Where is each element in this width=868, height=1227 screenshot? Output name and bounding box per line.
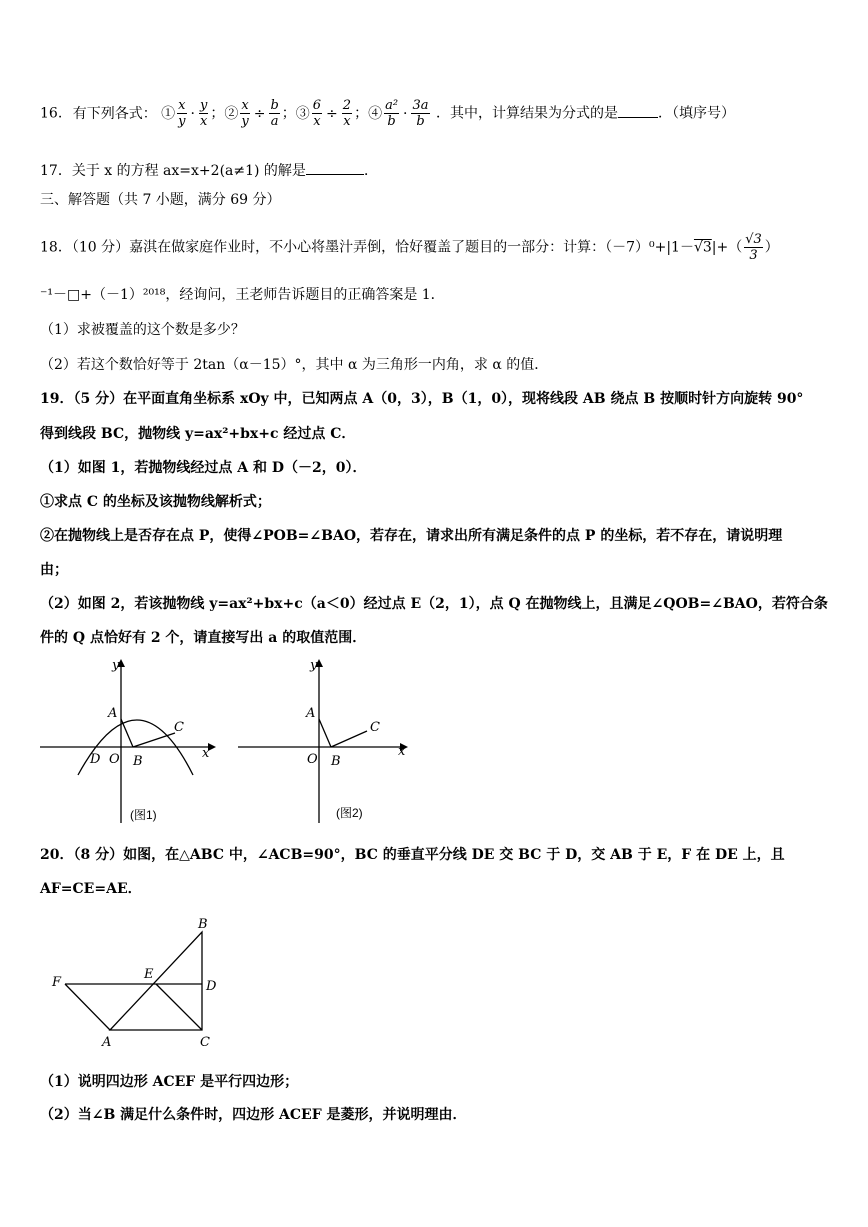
q19-sub1a: ①求点 C 的坐标及该抛物线解析式； (40, 494, 271, 510)
q16-frac-den: x (199, 114, 208, 129)
q17-answer-blank[interactable] (306, 174, 364, 175)
q16-frac-den: b (387, 114, 396, 129)
q16-item-marker: ④ (368, 105, 383, 122)
q19-sub2: （2）如图 2，若该抛物线 y=ax²+bx+c（a＜0）经过点 E（2，1），点 Q 在抛物线上，且满足∠QOB=∠BAO，若符合条 (40, 596, 828, 612)
q16-operator: · (403, 105, 408, 122)
q16-frac-den: x (313, 114, 321, 129)
q18-text-b: |+（ (711, 239, 743, 256)
fig1-segment-ab (121, 719, 133, 747)
q16-frac-den: b (416, 114, 425, 129)
fig2-label-x: x (398, 744, 406, 759)
q16-frac-num: 2 (342, 98, 352, 113)
q20-sub2: （2）当∠B 满足什么条件时，四边形 ACEF 是菱形，并说明理由． (40, 1107, 467, 1123)
q16-frac-den: y (178, 114, 186, 129)
label-c: C (200, 1035, 210, 1050)
q16-frac-num: 3a (412, 98, 429, 113)
q20-sub1: （1）说明四边形 ACEF 是平行四边形； (40, 1074, 299, 1090)
q16-frac-num: x (241, 98, 249, 113)
segment-af (65, 984, 110, 1030)
q16-item-marker: ② (224, 105, 239, 122)
q16-fraction (177, 98, 186, 129)
q16-tail: ．其中，计算结果为分式的是 (435, 105, 618, 122)
q16-fraction (411, 98, 429, 129)
q16-fraction (384, 98, 399, 129)
q16-frac-num: y (199, 98, 208, 113)
q16-operator: · (190, 105, 195, 122)
q16-answer-blank[interactable] (618, 117, 658, 118)
fig1-label-o: O (109, 752, 120, 767)
q17-text-end: ． (363, 163, 378, 179)
q20-line1: 20．（8 分）如图，在△ABC 中，∠ACB=90°，BC 的垂直平分线 DE 交 BC 于 D，交 AB 于 E，F 在 DE 上，且 (40, 847, 785, 863)
section-heading: 三、解答题（共 7 小题，满分 69 分） (40, 192, 281, 208)
q18-fraction (744, 232, 763, 263)
q18-line2: ⁻¹－□+（－1）²⁰¹⁸，经询问，王老师告诉题目的正确答案是 1． (40, 287, 445, 303)
q16-separator: ； (281, 105, 296, 122)
q16-number: 16. (40, 105, 63, 122)
q16-operator: ÷ (253, 105, 266, 122)
q16-frac-den: y (241, 114, 249, 129)
q16-frac-den: x (343, 114, 351, 129)
question-16 (40, 98, 735, 129)
q18-frac-den: 3 (749, 248, 758, 263)
q19-sub2-cont: 件的 Q 点恰好有 2 个，请直接写出 a 的取值范围． (40, 630, 367, 646)
q16-expressions (161, 98, 431, 129)
q19-sub1b: ②在抛物线上是否存在点 P，使得∠POB=∠BAO，若存在，请求出所有满足条件的点 P 的坐标，若不存在，请说明理 (40, 528, 783, 544)
q16-expression-4 (368, 98, 431, 129)
label-b: B (198, 917, 208, 932)
q16-frac-num: a² (385, 98, 399, 113)
fig1-label-a: A (108, 706, 118, 721)
fig2-segment-bc (331, 731, 367, 747)
q16-frac-den: a (270, 114, 279, 129)
segment-ec (156, 984, 202, 1030)
q18-sub1: （1）求被覆盖的这个数是多少？ (40, 322, 245, 338)
q20-line2: AF=CE=AE． (40, 881, 142, 897)
figure-1 (38, 655, 218, 827)
q16-fraction (312, 98, 322, 129)
q16-item-marker: ① (161, 105, 176, 122)
fig2-label-y: y (310, 658, 318, 673)
fig2-segment-ab (319, 719, 331, 747)
fig1-label-x: x (202, 746, 210, 761)
q16-expression-3 (295, 98, 354, 129)
q16-frac-num: 6 (312, 98, 322, 113)
q18-text-c: ） (764, 239, 779, 256)
q16-frac-num: b (270, 98, 279, 113)
q16-frac-num: x (178, 98, 186, 113)
label-a: A (102, 1035, 112, 1050)
fig1-label-c: C (174, 720, 184, 735)
figure-2 (236, 655, 416, 827)
fig1-segment-bc (133, 733, 175, 747)
q16-fraction (269, 98, 279, 129)
q16-item-marker: ③ (295, 105, 310, 122)
q19-sub1: （1）如图 1，若抛物线经过点 A 和 D（－2，0）． (40, 460, 367, 476)
q16-separator: ； (354, 105, 369, 122)
fig2-label-b: B (331, 754, 341, 769)
q19-sub1b-cont: 由； (40, 562, 68, 578)
q19-line1: 19．（5 分）在平面直角坐标系 xOy 中，已知两点 A（0，3），B（1，0），现将线段 AB 绕点 B 按顺时针方向旋转 90° (40, 391, 804, 407)
q19-line2: 得到线段 BC，抛物线 y=ax²+bx+c 经过点 C． (40, 426, 356, 442)
q16-fraction (342, 98, 352, 129)
label-f: F (52, 975, 62, 990)
q16-expression-1 (161, 98, 210, 129)
fig1-label-y: y (112, 658, 120, 673)
q18-sub2: （2）若这个数恰好等于 2tan（α－15）°，其中 α 为三角形一内角，求 α 的值． (40, 357, 549, 373)
q16-fraction (199, 98, 208, 129)
q18-frac-num: √3 (745, 232, 762, 247)
q18-sqrt: √3 (693, 239, 712, 256)
q16-tail2: ．（填序号） (657, 105, 735, 122)
q16-separator: ； (210, 105, 225, 122)
fig2-label-c: C (370, 720, 380, 735)
question-17 (40, 160, 378, 180)
fig2-caption: (图2) (336, 806, 363, 820)
fig1-caption: (图1) (130, 808, 157, 822)
label-e: E (144, 967, 154, 982)
q16-lead: 有下列各式： (72, 105, 157, 122)
fig1-label-b: B (133, 754, 143, 769)
fig2-label-o: O (307, 752, 318, 767)
q16-operator: ÷ (326, 105, 338, 122)
fig1-label-d: D (90, 752, 101, 767)
label-d: D (206, 979, 217, 994)
q18-line1 (40, 232, 779, 263)
fig2-label-a: A (306, 706, 316, 721)
figure-3 (40, 912, 240, 1052)
q17-text: 17．关于 x 的方程 ax=x+2(a≠1) 的解是 (40, 163, 306, 179)
q16-fraction (240, 98, 249, 129)
q18-text: 18．（10 分）嘉淇在做家庭作业时，不小心将墨汁弄倒，恰好覆盖了题目的一部分：计算：（－7）⁰+|1－ (40, 239, 694, 256)
q16-expression-2 (224, 98, 281, 129)
